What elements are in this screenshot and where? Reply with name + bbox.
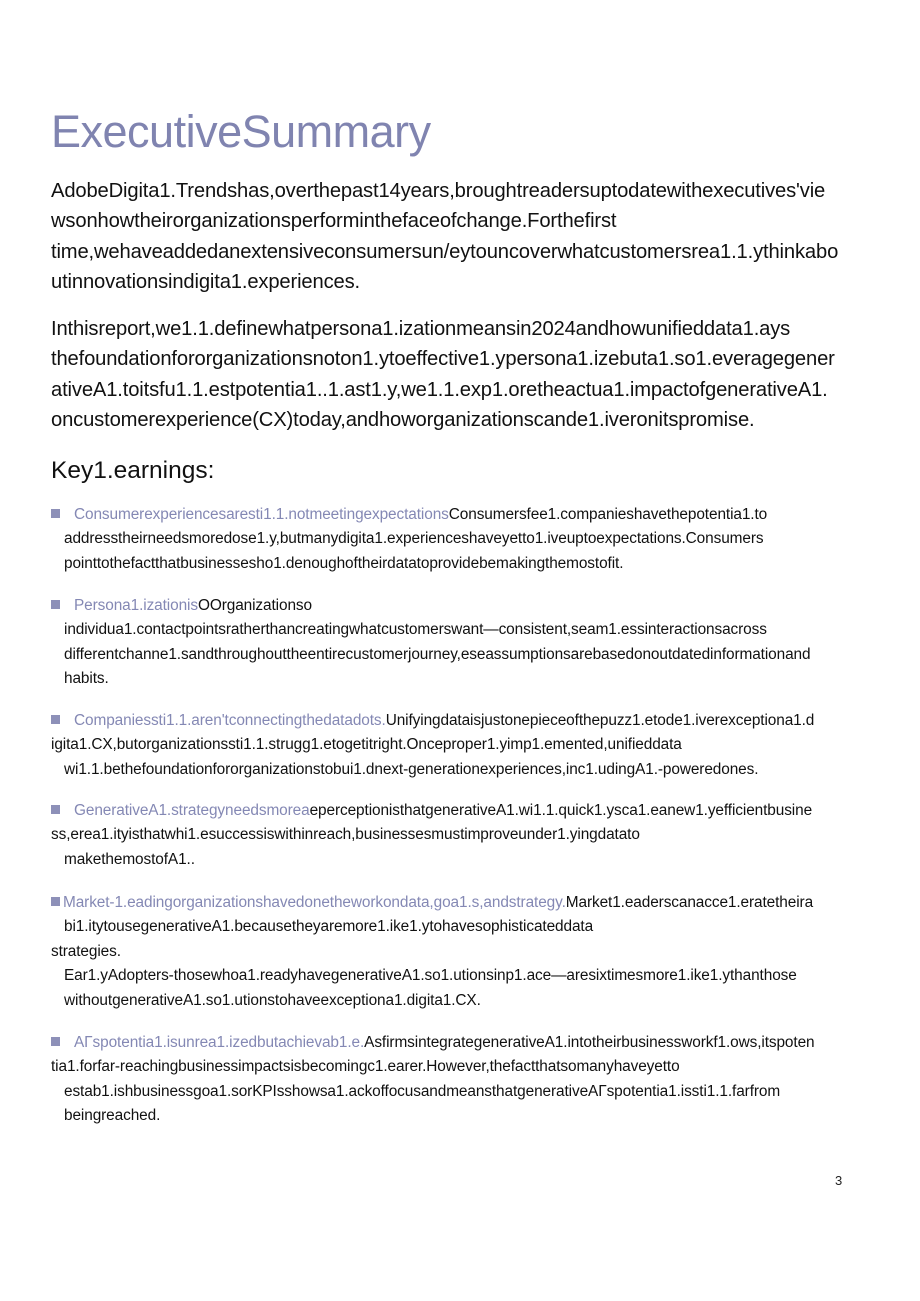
bullet-first-line: [51, 799, 911, 823]
bullet-line: tia1.forfar-reachingbusinessimpactsisbecomingc1.earer.However,thefactthatsomanyhaveyetto: [51, 1058, 680, 1076]
bullet-line: habits.: [64, 670, 109, 688]
key-learning-item: [51, 1031, 911, 1129]
bullet-lead: AΓspotentia1.isunrea1.izedbutachievab1.e.: [74, 1034, 365, 1051]
bullet-square-icon: [51, 600, 60, 609]
key-learning-item: [51, 891, 911, 1013]
bullet-line: Ear1.yAdopters-thosewhoa1.readyhavegenerativeA1.so1.utionsinp1.ace—aresixtimesmore1.ike1.ythanthose: [64, 967, 797, 985]
bullet-text: eperceptionisthatgenerativeA1.wi1.1.quick1.ysca1.eanew1.yefficientbusine: [309, 802, 813, 819]
bullet-square-icon: [51, 715, 60, 724]
bullet-lead: Consumerexperiencesaresti1.1.notmeetingexpectations: [74, 506, 449, 523]
bullet-first-line: [51, 594, 911, 618]
bullet-first-line: [51, 503, 911, 527]
intro-line: wsonhowtheirorganizationsperforminthefaceofchange.Forthefirst: [51, 210, 617, 233]
bullet-line: pointtothefactthatbusinessesho1.denoughoftheirdatatoprovidebemakingthemostofit.: [64, 554, 624, 572]
bullet-text: AsfirmsintegrategenerativeA1.intotheirbusinessworkf1.ows,itspoten: [364, 1034, 815, 1051]
bullet-line: igita1.CX,butorganizationssti1.1.strugg1.etogetitright.Onceproper1.yimp1.emented,unifieddata: [51, 736, 682, 754]
page-number: 3: [835, 1173, 843, 1188]
bullet-square-icon: [51, 805, 60, 814]
report-line: Inthisreport,we1.1.definewhatpersona1.izationmeansin2024andhowunifieddata1.ays: [51, 318, 791, 340]
bullet-lead: Market-1.eadingorganizationshavedonetheworkondata,goa1.s,andstrategy.: [63, 894, 566, 911]
report-line: ativeA1.toitsfu1.1.estpotentia1..1.ast1.y,we1.1.exp1.oretheactua1.impactofgenerativeA1.: [51, 378, 828, 401]
bullet-first-line: [51, 709, 911, 733]
page-title: ExecutiveSummary: [51, 106, 431, 157]
report-line: oncustomerexperience(CX)today,andhoworganizationscande1.iveronitspromise.: [51, 408, 755, 431]
bullet-line: beingreached.: [64, 1107, 161, 1125]
bullet-line: withoutgenerativeA1.so1.utionstohaveexceptiona1.digita1.CX.: [64, 991, 481, 1009]
bullet-line: individua1.contactpointsratherthancreatingwhatcustomerswant—consistent,seam1.essinteractionsacross: [64, 621, 767, 639]
bullet-line: differentchanne1.sandthroughouttheentirecustomerjourney,eseassumptionsarebasedonoutdatedinformationand: [64, 645, 811, 663]
bullet-text: Unifyingdataisjustonepieceofthepuzz1.etode1.iverexceptiona1.d: [385, 712, 815, 729]
bullet-text: OOrganizationso: [197, 597, 312, 614]
intro-line: time,wehaveaddedanextensiveconsumersun/eytouncoverwhatcustomersrea1.1.ythinkabo: [51, 240, 839, 263]
key-learning-item: [51, 594, 911, 692]
bullet-line: addresstheirneedsmoredose1.y,butmanydigita1.experienceshaveyetto1.iveuptoexpectations.Consumers: [64, 530, 764, 548]
bullet-first-line: [51, 891, 911, 915]
bullet-text: Consumersfee1.companieshavethepotentia1.to: [448, 506, 768, 523]
intro-paragraph: [51, 176, 913, 297]
key-learning-item: [51, 503, 911, 576]
bullet-first-line: [51, 1031, 911, 1055]
key-learning-item: [51, 709, 911, 782]
key-learning-item: [51, 799, 911, 872]
bullet-line: wi1.1.bethefoundationfororganizationstobui1.dnext-generationexperiences,inc1.udingA1.-poweredones.: [64, 760, 759, 778]
key-learnings-heading: Key1.earnings:: [51, 457, 215, 484]
bullet-square-icon: [51, 897, 60, 906]
bullet-square-icon: [51, 509, 60, 518]
bullet-lead: GenerativeA1.strategyneedsmorea: [74, 802, 310, 819]
bullet-lead: Persona1.izationis: [74, 597, 198, 614]
bullet-line: strategies.: [51, 942, 121, 960]
intro-line: AdobeDigita1.Trendshas,overthepast14years,broughtreadersuptodatewithexecutives'vie: [51, 180, 826, 202]
bullet-lead: Companiessti1.1.aren'tconnectingthedatadots.: [74, 712, 386, 729]
bullet-square-icon: [51, 1037, 60, 1046]
intro-line: utinnovationsindigita1.experiences.: [51, 270, 360, 293]
bullet-text: Market1.eaderscanacce1.eratetheira: [565, 894, 814, 911]
report-line: thefoundationfororganizationsnoton1.ytoeffective1.ypersona1.izebuta1.so1.everagegener: [51, 348, 835, 371]
bullet-line: makethemostofA1..: [64, 850, 195, 868]
report-paragraph: [51, 314, 913, 435]
bullet-line: bi1.itytousegenerativeA1.becausetheyaremore1.ike1.ytohavesophisticateddata: [64, 918, 594, 936]
bullet-line: ss,erea1.ityisthatwhi1.esuccessiswithinreach,businessesmustimproveunder1.yingdatato: [51, 826, 640, 844]
bullet-line: estab1.ishbusinessgoa1.sorKPIsshowsa1.ackoffocusandmeansthatgenerativeAΓspotentia1.issti1.1.farfrom: [64, 1082, 781, 1100]
